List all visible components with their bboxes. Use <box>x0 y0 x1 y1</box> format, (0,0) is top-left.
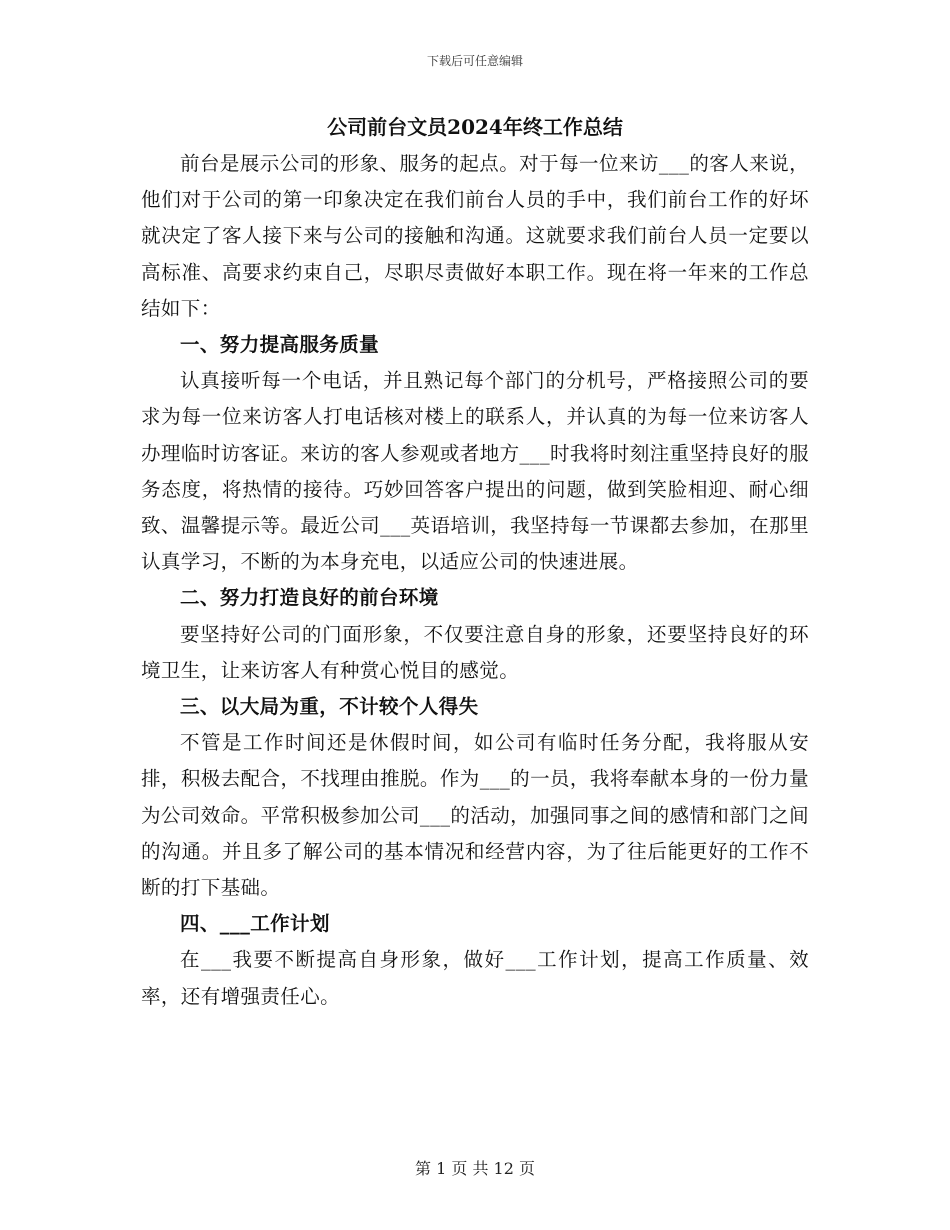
page-number: 第 1 页 共 12 页 <box>415 1159 535 1178</box>
document-title: 公司前台文员2024年终工作总结 <box>327 115 623 139</box>
section-heading-2: 二、努力打造良好的前台环境 <box>180 586 439 610</box>
document-body <box>141 146 809 1015</box>
section-heading-4: 四、___工作计划 <box>180 912 330 936</box>
header-note: 下载后可任意编辑 <box>426 54 523 68</box>
section-4-paragraph: 在___我要不断提高自身形象，做好___工作计划，提高工作质量、效率，还有增强责任心。 <box>141 948 809 1008</box>
section-2-paragraph: 要坚持好公司的门面形象，不仅要注意自身的形象，还要坚持良好的环境卫生，让来访客人有种赏心悦目的感觉。 <box>141 622 809 682</box>
intro-paragraph: 前台是展示公司的形象、服务的起点。对于每一位来访___的客人来说，他们对于公司的第一印象决定在我们前台人员的手中，我们前台工作的好坏就决定了客人接下来与公司的接触和沟通。这就要求我们前台人员一定要以高标准、高要求约束自己，尽职尽责做好本职工作。现在将一年来的工作总结如下： <box>141 152 809 320</box>
section-heading-1: 一、努力提高服务质量 <box>180 333 380 357</box>
section-heading-3: 三、以大局为重，不计较个人得失 <box>180 695 479 719</box>
section-1-paragraph: 认真接听每一个电话，并且熟记每个部门的分机号，严格接照公司的要求为每一位来访客人打电话核对楼上的联系人，并认真的为每一位来访客人办理临时访客证。来访的客人参观或者地方___时我将时刻注重坚持良好的服务态度，将热情的接待。巧妙回答客户提出的问题，做到笑脸相迎、耐心细致、温馨提示等。最近公司___英语培训，我坚持每一节课都去参加，在那里认真学习，不断的为本身充电，以适应公司的快速进展。 <box>141 369 809 574</box>
section-3-paragraph: 不管是工作时间还是休假时间，如公司有临时任务分配，我将服从安排，积极去配合，不找理由推脱。作为___的一员，我将奉献本身的一份力量为公司效命。平常积极参加公司___的活动，加强同事之间的感情和部门之间的沟通。并且多了解公司的基本情况和经营内容，为了往后能更好的工作不断的打下基础。 <box>141 731 809 900</box>
